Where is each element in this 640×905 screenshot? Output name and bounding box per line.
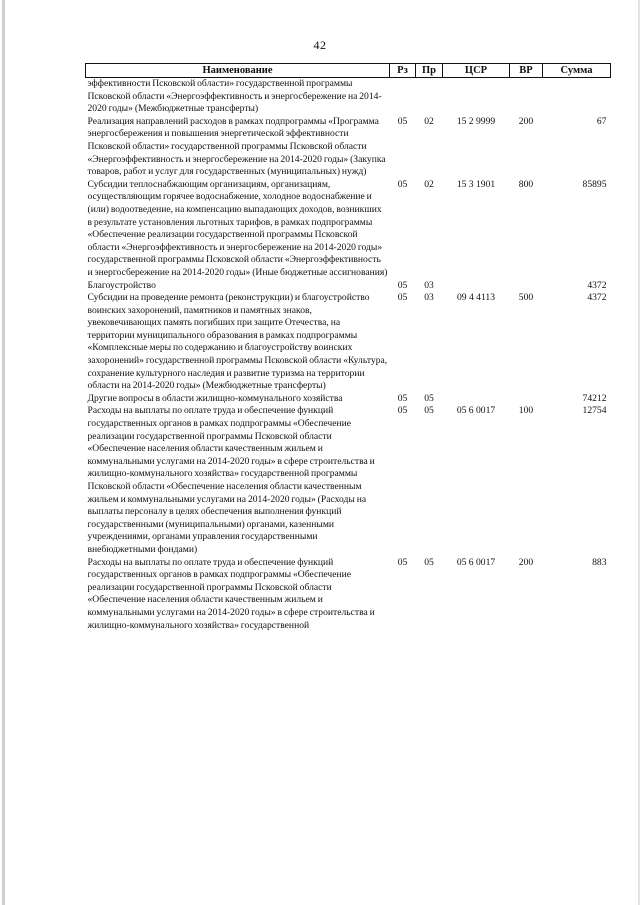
row-pr: 02 — [424, 178, 434, 190]
row-vr — [510, 280, 543, 293]
row-csr — [443, 280, 510, 293]
row-rz: 05 — [397, 178, 408, 190]
row-rz: 05 — [397, 556, 408, 568]
row-sum: 4372 — [587, 279, 607, 291]
row-sum: 4372 — [587, 292, 607, 304]
table-row — [86, 116, 611, 179]
row-rz — [390, 78, 416, 116]
row-name: Субсидии на проведение ремонта (реконструкции) и благоустройство воинских захоронений, памятников и памятных знаков, увековечивающих память погибших при защите Отечества, на территории муниципального образования в рамках подпрограммы «Комплексные меры по содержанию и благоустройству воинских захоронений» государственной программы Псковской области «Культура, сохранение культурного наследия и развитие туризма на территории области на 2014-2020 годы» (Межбюджетные трансферты) — [87, 292, 388, 392]
row-csr: 15 2 9999 — [456, 115, 496, 127]
row-vr: 200 — [518, 115, 534, 127]
row-vr: 100 — [518, 405, 534, 417]
header-name: Наименование — [86, 64, 390, 78]
page-number: 42 — [313, 38, 327, 52]
row-vr — [510, 78, 543, 116]
row-sum: 67 — [596, 115, 607, 127]
row-name: Расходы на выплаты по оплате труда и обеспечение функций государственных органов в рамках подпрограммы «Обеспечение реализации государственной программы Псковской области «Обеспечение населения области качественным жильем и коммунальными услугами на 2014-2020 годы» в сфере строительства и жилищно-коммунального хозяйства» государственной — [87, 556, 375, 631]
row-vr: 500 — [518, 292, 534, 304]
row-sum: 74212 — [582, 392, 607, 404]
table-row — [86, 78, 611, 116]
row-csr: 09 4 4113 — [456, 292, 496, 304]
table-row — [86, 280, 611, 293]
row-pr: 03 — [424, 292, 434, 304]
row-vr: 200 — [518, 556, 534, 568]
row-pr: 05 — [424, 405, 434, 417]
row-name: эффективности Псковской области» государственной программы Псковской области «Энергоэффективность и энергосбережение на 2014-2020 годы» (Межбюджетные трансферты) — [87, 78, 382, 115]
budget-table — [85, 63, 611, 632]
row-name: Благоустройство — [87, 279, 156, 291]
row-name: Другие вопросы в области жилищно-коммунального хозяйства — [87, 392, 343, 404]
row-sum: 85895 — [582, 178, 607, 190]
header-pr: Пр — [416, 64, 443, 78]
table-body — [86, 78, 611, 633]
table-row — [86, 179, 611, 280]
row-pr — [416, 78, 443, 116]
table-header-row — [86, 64, 611, 78]
row-vr: 800 — [518, 178, 534, 190]
row-csr: 15 3 1901 — [456, 178, 496, 190]
row-pr: 03 — [424, 279, 434, 291]
row-sum — [543, 78, 611, 116]
row-sum: 883 — [592, 556, 607, 568]
row-rz: 05 — [397, 392, 408, 404]
row-pr: 02 — [424, 115, 434, 127]
table-row — [86, 557, 611, 633]
row-pr: 05 — [424, 556, 434, 568]
row-rz: 05 — [397, 405, 408, 417]
header-vr: ВР — [510, 64, 543, 78]
row-csr — [443, 393, 510, 406]
header-sum: Сумма — [543, 64, 611, 78]
row-name: Субсидии теплоснабжающим организациям, организациям, осуществляющим горячее водоснабжение, холодное водоснабжение и (или) водоотведение, на компенсацию выпадающих доходов, возникших в результате установления льготных тарифов, в рамках подпрограммы «Обеспечение реализации государственной программы Псковской области «Энергоэффективность и энергосбережение на 2014-2020 годы» государственной программы Псковской области «Энергоэффективность и энергосбережение на 2014-2020 годы» (Иные бюджетные ассигнования) — [87, 178, 388, 278]
row-rz: 05 — [397, 279, 408, 291]
header-csr: ЦСР — [443, 64, 510, 78]
scan-left-edge — [2, 0, 5, 905]
row-rz: 05 — [397, 292, 408, 304]
row-csr — [443, 78, 510, 116]
table-row — [86, 393, 611, 406]
row-name: Реализация направлений расходов в рамках подпрограммы «Программа энергосбережения и повышения энергетической эффективности Псковской области» государственной программы Псковской области «Энергоэффективность и энергосбережение на 2014-2020 годы» (Закупка товаров, работ и услуг для государственных (муниципальных) нужд) — [87, 115, 386, 178]
table-row — [86, 292, 611, 393]
row-csr: 05 6 0017 — [456, 556, 496, 568]
row-rz: 05 — [397, 115, 408, 127]
row-vr — [510, 393, 543, 406]
row-pr: 05 — [424, 392, 434, 404]
row-name: Расходы на выплаты по оплате труда и обеспечение функций государственных органов в рамках подпрограммы «Обеспечение реализации государственной программы Псковской области «Обеспечение населения области качественным жильем и коммунальными услугами на 2014-2020 годы» в сфере строительства и жилищно-коммунального хозяйства» государственной программы Псковской области «Обеспечение населения области качественным жильем и коммунальными услугами на 2014-2020 годы» (Расходы на выплаты персоналу в целях обеспечения выполнения функций государственными (муниципальными) органами, казенными учреждениями, органами управления государственными внебюджетными фондами) — [87, 405, 375, 555]
table-row — [86, 405, 611, 556]
header-rz: Рз — [390, 64, 416, 78]
row-sum: 12754 — [582, 405, 607, 417]
row-csr: 05 6 0017 — [456, 405, 496, 417]
